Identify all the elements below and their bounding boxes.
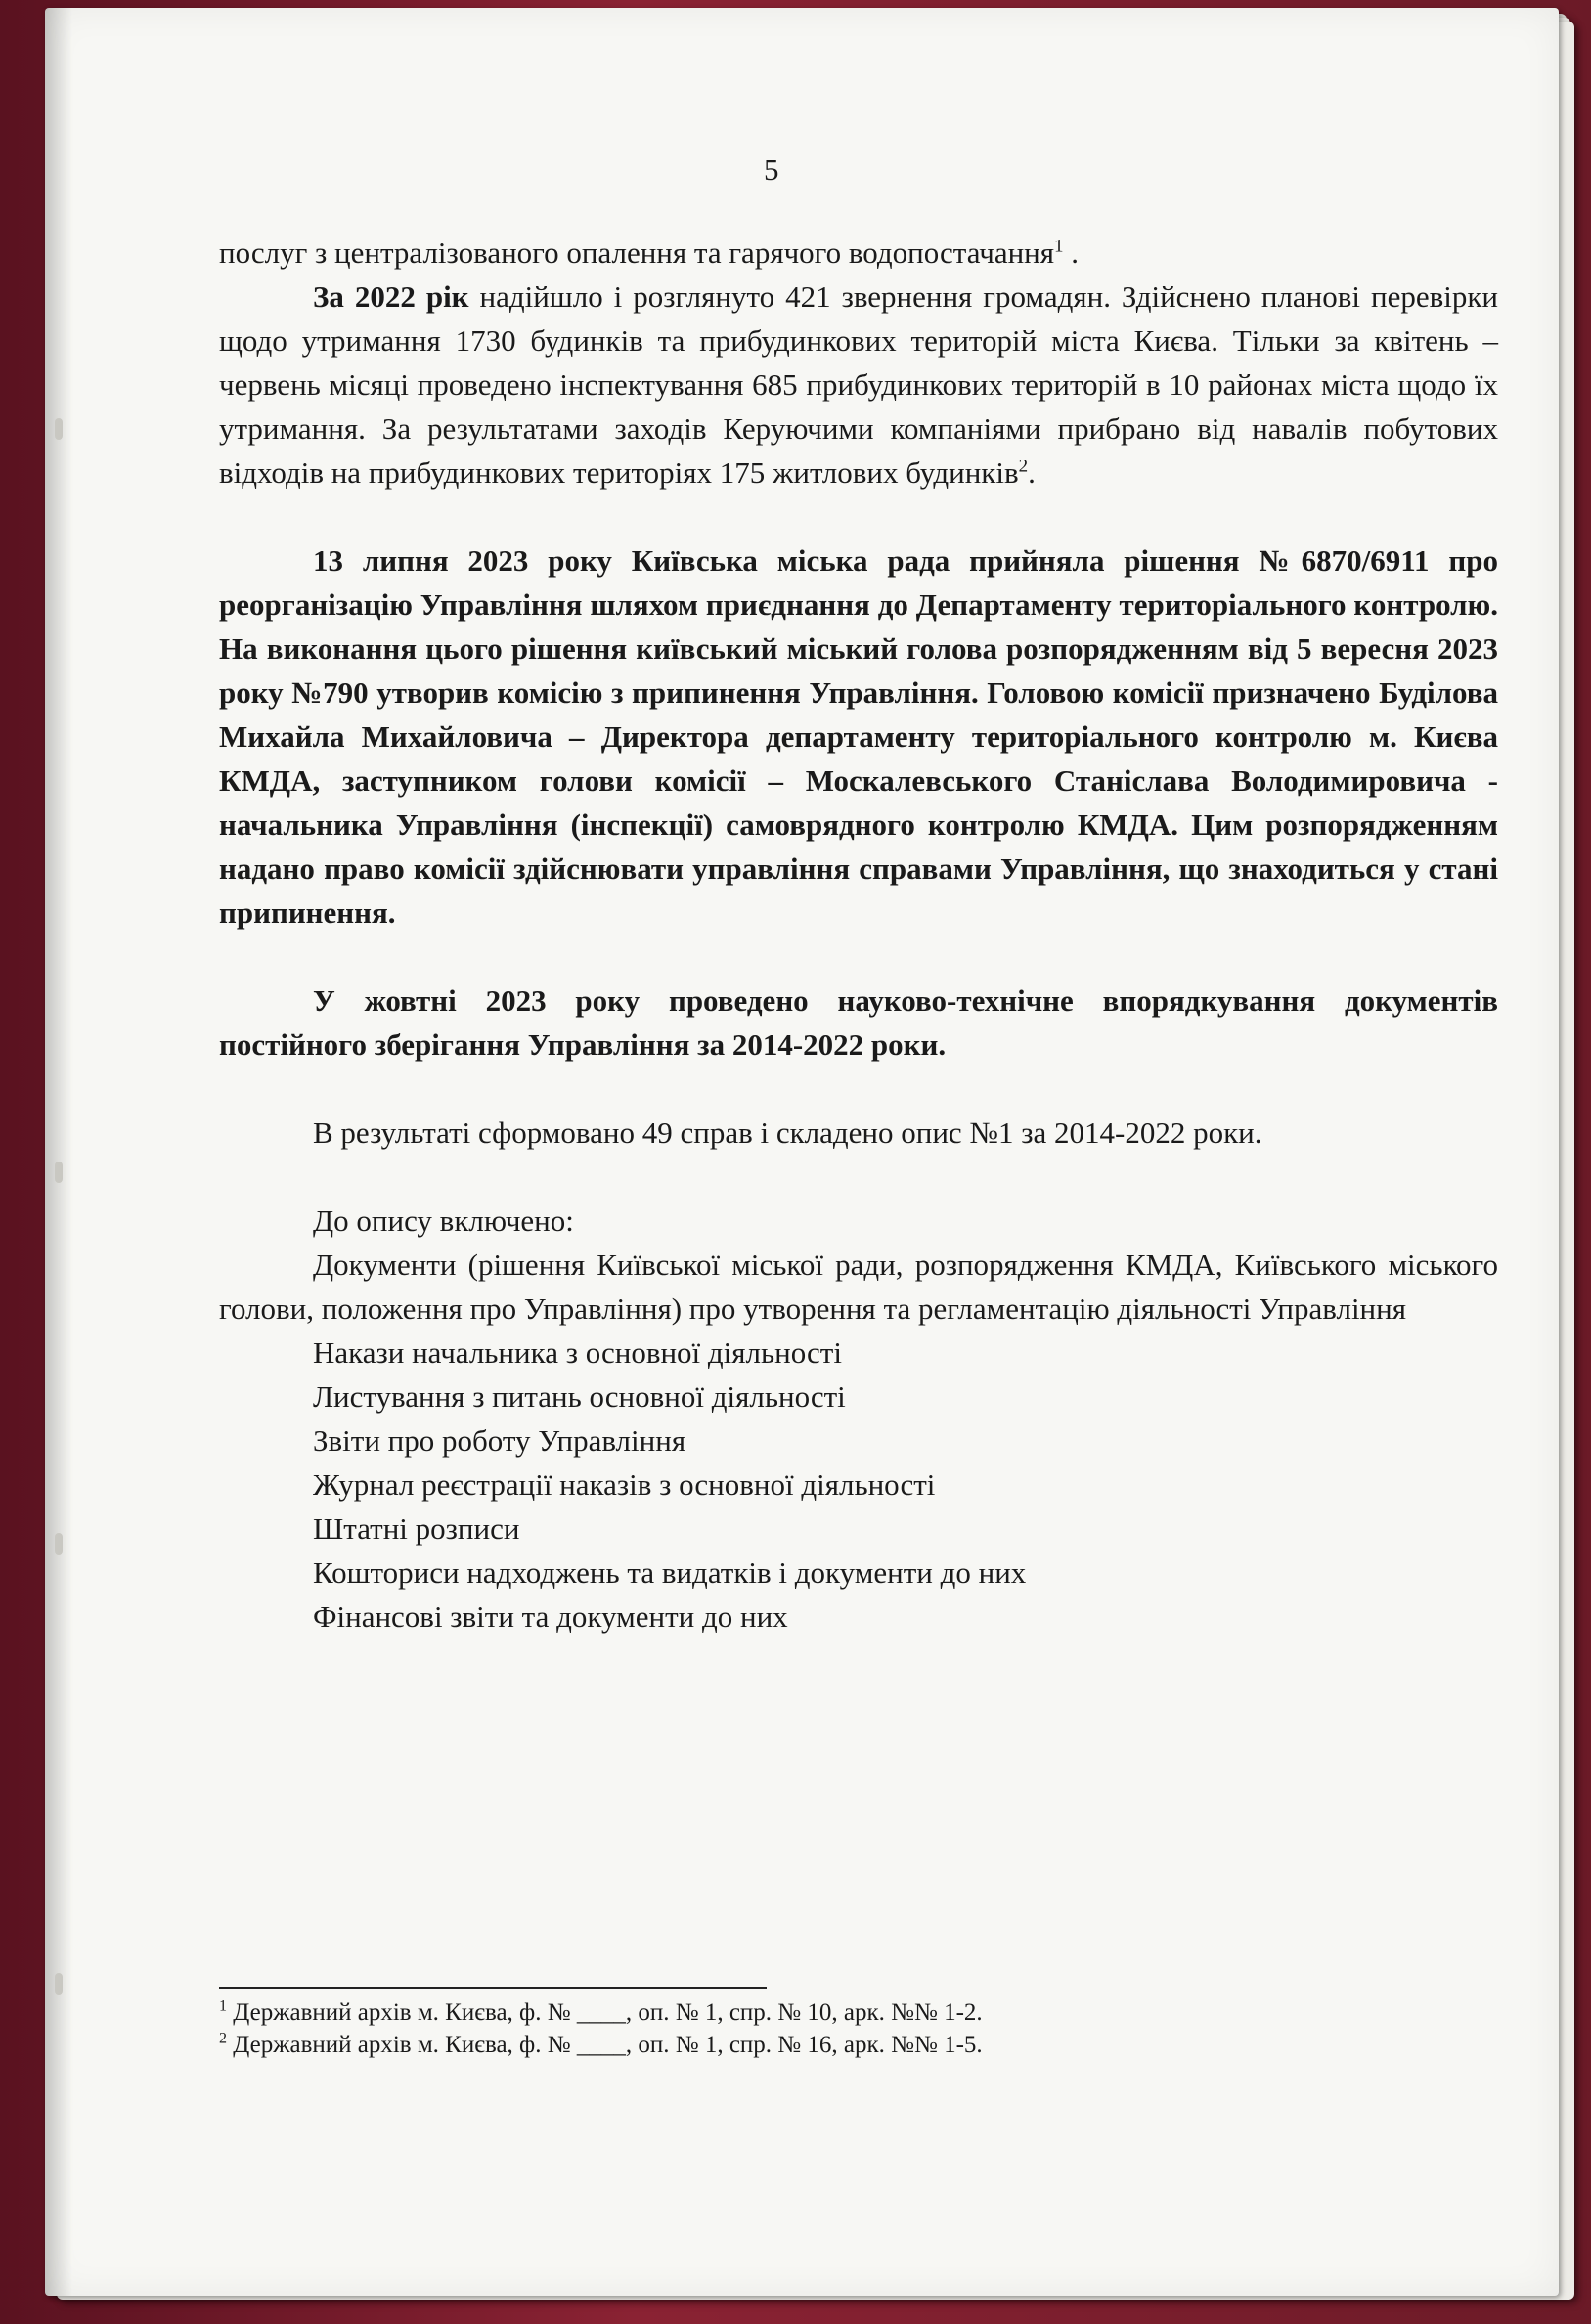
inventory-list: [219, 1331, 1498, 1639]
paragraph-archiving: У жовтні 2023 року проведено науково-технічне впорядкування документів постійного зберігання Управління за 2014-2022 роки.: [219, 984, 1498, 1062]
spacer: [219, 1155, 1498, 1199]
spine-shadow: [45, 8, 72, 2296]
paragraph-reorganization: 13 липня 2023 року Київська міська рада прийняла рішення №6870/6911 про реорганізацію Управління шляхом приєднання до Департаменту територіального контролю. На виконання цього рішення київський міський голова розпорядженням від 5 вересня 2023 року №790 утворив комісію з припинення Управління. Головою комісії призначено Буділова Михайла Михайловича – Директора департаменту територіального контролю м. Києва КМДА, заступником голови комісії – Москалевського Станіслава Володимировича - начальника Управління (інспекції) самоврядного контролю КМДА. Цим розпорядженням надано право комісії здійснювати управління справами Управління, що знаходиться у стані припинення.: [219, 544, 1498, 930]
footnote: [219, 1996, 1392, 2029]
footnote-mark: 2: [219, 2030, 227, 2047]
footnote-mark: 1: [219, 1997, 227, 2015]
paragraph-inventory-intro: До опису включено:: [313, 1204, 574, 1238]
paragraph-text: послуг з централізованого опалення та гарячого водопостачання: [219, 236, 1055, 270]
spacer: [219, 495, 1498, 539]
footnote-separator: [219, 1987, 767, 1989]
paragraph-bold-lead: За 2022 рік: [313, 280, 469, 314]
footnote-text: Державний архів м. Києва, ф. № ____, оп. № 1, спр. № 16, арк. №№ 1-5.: [227, 2032, 983, 2058]
footnote-ref: 2: [1018, 456, 1029, 477]
paragraph-text: .: [1063, 236, 1080, 270]
footnote: [219, 2029, 1392, 2061]
paragraph-heating: [219, 231, 1498, 275]
page-number: 5: [764, 153, 779, 187]
list-item: Листування з питань основної діяльності: [313, 1380, 846, 1414]
binding-hole: [55, 418, 63, 440]
paragraph-documents: Документи (рішення Київської міської ради, розпорядження КМДА, Київського міського голови, положення про Управління) про утворення та регламентацію діяльності Управління: [219, 1248, 1498, 1326]
paragraph-result: В результаті сформовано 49 справ і складено опис №1 за 2014-2022 роки.: [313, 1116, 1262, 1150]
binding-hole: [55, 1162, 63, 1183]
footnote-ref: 1: [1054, 236, 1064, 257]
document-body: [219, 231, 1498, 1639]
paragraph-2022: [219, 275, 1498, 495]
document-page: [45, 8, 1559, 2296]
list-item: Накази начальника з основної діяльності: [313, 1336, 842, 1370]
list-item: Журнал реєстрації наказів з основної діяльності: [313, 1468, 936, 1502]
spacer: [219, 935, 1498, 979]
list-item: Кошториси надходжень та видатків і документи до них: [313, 1556, 1027, 1590]
list-item: Фінансові звіти та документи до них: [313, 1600, 788, 1634]
paragraph-text: надійшло і розглянуто 421 звернення громадян. Здійснено планові перевірки щодо утримання 1730 будинків та прибудинкових територій міста Києва. Тільки за квітень – червень місяці проведено інспектування 685 прибудинкових територій в 10 районах міста щодо їх утримання. За результатами заходів Керуючими компаніями прибрано від навалів побутових відходів на прибудинкових територіях 175 житлових будинків: [219, 280, 1498, 490]
binding-hole: [55, 1973, 63, 1995]
spacer: [219, 1067, 1498, 1111]
binding-hole: [55, 1533, 63, 1555]
footnote-text: Державний архів м. Києва, ф. № ____, оп. № 1, спр. № 10, арк. №№ 1-2.: [227, 1999, 983, 2026]
footnotes: [219, 1996, 1392, 2061]
list-item: Штатні розписи: [313, 1512, 520, 1546]
paragraph-text: .: [1028, 456, 1036, 490]
list-item: Звіти про роботу Управління: [313, 1424, 686, 1458]
